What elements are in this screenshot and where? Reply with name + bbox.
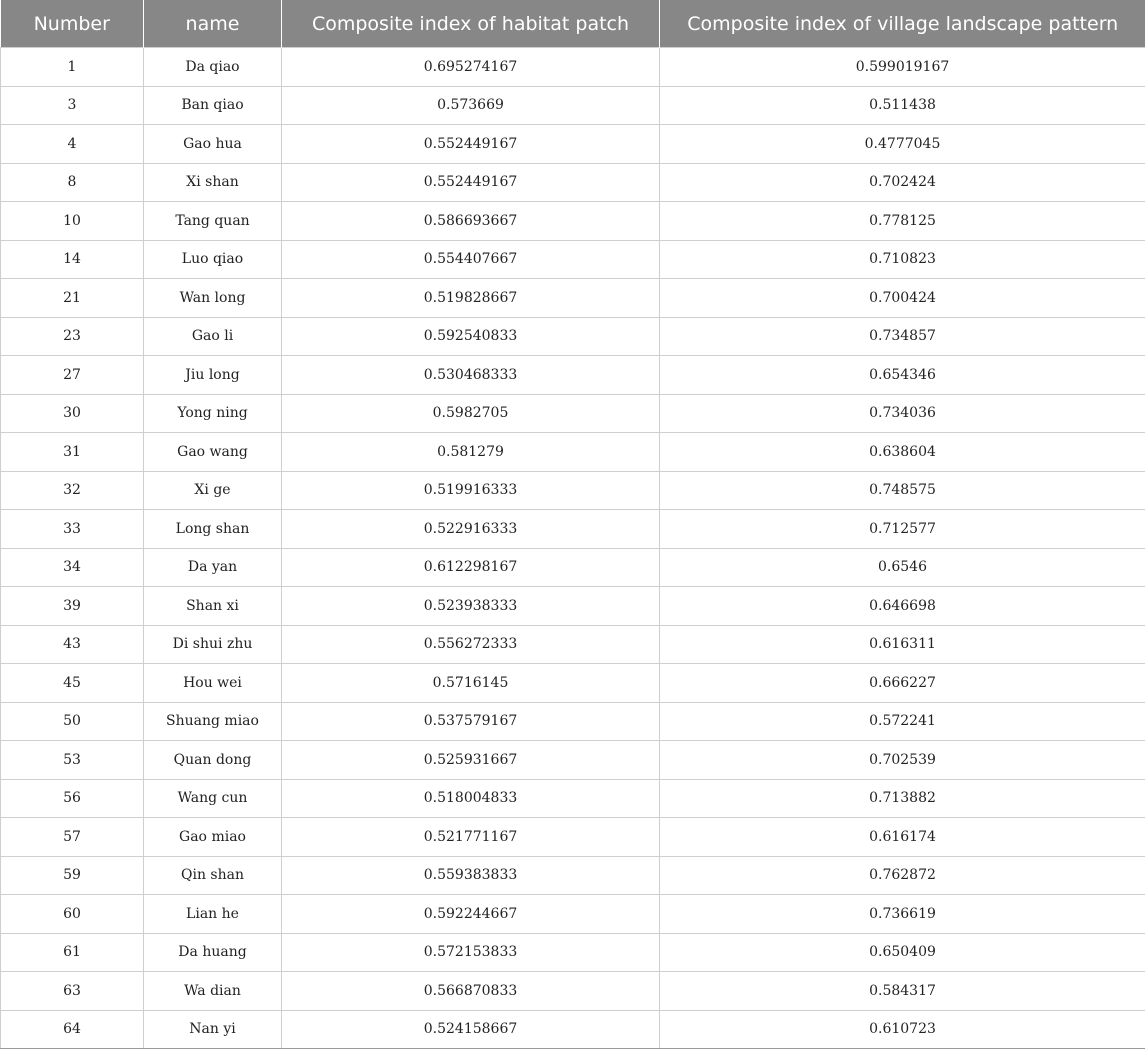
cell-name: Hou wei — [144, 664, 282, 703]
table-row — [1, 125, 1145, 164]
table-row — [1, 741, 1145, 780]
cell-village-landscape-index: 0.638604 — [660, 433, 1145, 472]
cell-habitat-patch-index: 0.586693667 — [282, 202, 660, 241]
cell-name: Quan dong — [144, 741, 282, 780]
cell-habitat-patch-index: 0.524158667 — [282, 1010, 660, 1049]
cell-habitat-patch-index: 0.554407667 — [282, 240, 660, 279]
table-row — [1, 471, 1145, 510]
cell-habitat-patch-index: 0.552449167 — [282, 163, 660, 202]
cell-habitat-patch-index: 0.5982705 — [282, 394, 660, 433]
cell-name: Da qiao — [144, 48, 282, 87]
cell-name: Gao wang — [144, 433, 282, 472]
table-row — [1, 202, 1145, 241]
cell-name: Gao li — [144, 317, 282, 356]
cell-village-landscape-index: 0.762872 — [660, 856, 1145, 895]
header-row — [1, 0, 1145, 48]
cell-habitat-patch-index: 0.552449167 — [282, 125, 660, 164]
cell-village-landscape-index: 0.654346 — [660, 356, 1145, 395]
table-row — [1, 664, 1145, 703]
cell-number: 33 — [1, 510, 144, 549]
cell-village-landscape-index: 0.599019167 — [660, 48, 1145, 87]
cell-number: 27 — [1, 356, 144, 395]
table-row — [1, 394, 1145, 433]
table-row — [1, 279, 1145, 318]
cell-habitat-patch-index: 0.612298167 — [282, 548, 660, 587]
cell-habitat-patch-index: 0.519916333 — [282, 471, 660, 510]
cell-number: 53 — [1, 741, 144, 780]
cell-habitat-patch-index: 0.592540833 — [282, 317, 660, 356]
cell-habitat-patch-index: 0.522916333 — [282, 510, 660, 549]
cell-number: 45 — [1, 664, 144, 703]
cell-name: Nan yi — [144, 1010, 282, 1049]
cell-name: Shuang miao — [144, 702, 282, 741]
cell-village-landscape-index: 0.734036 — [660, 394, 1145, 433]
header-village-landscape-index: Composite index of village landscape pattern — [660, 0, 1145, 48]
cell-habitat-patch-index: 0.695274167 — [282, 48, 660, 87]
cell-village-landscape-index: 0.748575 — [660, 471, 1145, 510]
cell-name: Xi shan — [144, 163, 282, 202]
table-row — [1, 510, 1145, 549]
table-row — [1, 317, 1145, 356]
cell-village-landscape-index: 0.4777045 — [660, 125, 1145, 164]
table-row — [1, 702, 1145, 741]
cell-name: Lian he — [144, 895, 282, 934]
cell-village-landscape-index: 0.616174 — [660, 818, 1145, 857]
cell-habitat-patch-index: 0.525931667 — [282, 741, 660, 780]
cell-village-landscape-index: 0.584317 — [660, 972, 1145, 1011]
table-row — [1, 625, 1145, 664]
cell-name: Xi ge — [144, 471, 282, 510]
cell-number: 4 — [1, 125, 144, 164]
cell-number: 3 — [1, 86, 144, 125]
table-row — [1, 1010, 1145, 1049]
cell-name: Qin shan — [144, 856, 282, 895]
cell-habitat-patch-index: 0.519828667 — [282, 279, 660, 318]
cell-name: Yong ning — [144, 394, 282, 433]
cell-village-landscape-index: 0.511438 — [660, 86, 1145, 125]
cell-number: 8 — [1, 163, 144, 202]
cell-name: Wang cun — [144, 779, 282, 818]
cell-habitat-patch-index: 0.523938333 — [282, 587, 660, 626]
table-body — [1, 48, 1145, 1049]
cell-number: 57 — [1, 818, 144, 857]
cell-village-landscape-index: 0.778125 — [660, 202, 1145, 241]
cell-village-landscape-index: 0.650409 — [660, 933, 1145, 972]
cell-number: 39 — [1, 587, 144, 626]
table-row — [1, 972, 1145, 1011]
header-name: name — [144, 0, 282, 48]
cell-habitat-patch-index: 0.572153833 — [282, 933, 660, 972]
table-row — [1, 587, 1145, 626]
cell-number: 56 — [1, 779, 144, 818]
cell-habitat-patch-index: 0.556272333 — [282, 625, 660, 664]
cell-number: 30 — [1, 394, 144, 433]
cell-name: Jiu long — [144, 356, 282, 395]
cell-name: Luo qiao — [144, 240, 282, 279]
cell-village-landscape-index: 0.646698 — [660, 587, 1145, 626]
cell-number: 50 — [1, 702, 144, 741]
cell-village-landscape-index: 0.616311 — [660, 625, 1145, 664]
cell-name: Gao miao — [144, 818, 282, 857]
cell-number: 10 — [1, 202, 144, 241]
cell-name: Da yan — [144, 548, 282, 587]
cell-name: Da huang — [144, 933, 282, 972]
cell-habitat-patch-index: 0.521771167 — [282, 818, 660, 857]
cell-habitat-patch-index: 0.559383833 — [282, 856, 660, 895]
table-row — [1, 48, 1145, 87]
cell-number: 43 — [1, 625, 144, 664]
cell-name: Wa dian — [144, 972, 282, 1011]
cell-habitat-patch-index: 0.566870833 — [282, 972, 660, 1011]
cell-village-landscape-index: 0.700424 — [660, 279, 1145, 318]
cell-habitat-patch-index: 0.518004833 — [282, 779, 660, 818]
cell-habitat-patch-index: 0.530468333 — [282, 356, 660, 395]
table-row — [1, 548, 1145, 587]
cell-village-landscape-index: 0.734857 — [660, 317, 1145, 356]
cell-habitat-patch-index: 0.581279 — [282, 433, 660, 472]
cell-number: 63 — [1, 972, 144, 1011]
cell-number: 32 — [1, 471, 144, 510]
cell-village-landscape-index: 0.736619 — [660, 895, 1145, 934]
cell-village-landscape-index: 0.6546 — [660, 548, 1145, 587]
table-row — [1, 86, 1145, 125]
cell-number: 31 — [1, 433, 144, 472]
cell-name: Ban qiao — [144, 86, 282, 125]
cell-number: 61 — [1, 933, 144, 972]
cell-number: 59 — [1, 856, 144, 895]
cell-village-landscape-index: 0.713882 — [660, 779, 1145, 818]
cell-name: Wan long — [144, 279, 282, 318]
cell-number: 21 — [1, 279, 144, 318]
cell-village-landscape-index: 0.666227 — [660, 664, 1145, 703]
cell-number: 14 — [1, 240, 144, 279]
table-row — [1, 856, 1145, 895]
table-row — [1, 818, 1145, 857]
cell-name: Long shan — [144, 510, 282, 549]
cell-habitat-patch-index: 0.537579167 — [282, 702, 660, 741]
cell-number: 64 — [1, 1010, 144, 1049]
table-row — [1, 163, 1145, 202]
cell-number: 1 — [1, 48, 144, 87]
cell-habitat-patch-index: 0.592244667 — [282, 895, 660, 934]
cell-name: Di shui zhu — [144, 625, 282, 664]
table-row — [1, 779, 1145, 818]
cell-habitat-patch-index: 0.573669 — [282, 86, 660, 125]
cell-village-landscape-index: 0.572241 — [660, 702, 1145, 741]
header-number: Number — [1, 0, 144, 48]
table-row — [1, 356, 1145, 395]
cell-number: 34 — [1, 548, 144, 587]
table-row — [1, 895, 1145, 934]
cell-habitat-patch-index: 0.5716145 — [282, 664, 660, 703]
cell-number: 23 — [1, 317, 144, 356]
cell-village-landscape-index: 0.702424 — [660, 163, 1145, 202]
cell-number: 60 — [1, 895, 144, 934]
cell-village-landscape-index: 0.610723 — [660, 1010, 1145, 1049]
cell-name: Shan xi — [144, 587, 282, 626]
cell-name: Tang quan — [144, 202, 282, 241]
cell-village-landscape-index: 0.710823 — [660, 240, 1145, 279]
cell-name: Gao hua — [144, 125, 282, 164]
cell-village-landscape-index: 0.702539 — [660, 741, 1145, 780]
header-habitat-patch-index: Composite index of habitat patch — [282, 0, 660, 48]
table-row — [1, 933, 1145, 972]
cell-village-landscape-index: 0.712577 — [660, 510, 1145, 549]
table-row — [1, 433, 1145, 472]
table-row — [1, 240, 1145, 279]
table-header — [1, 0, 1145, 48]
